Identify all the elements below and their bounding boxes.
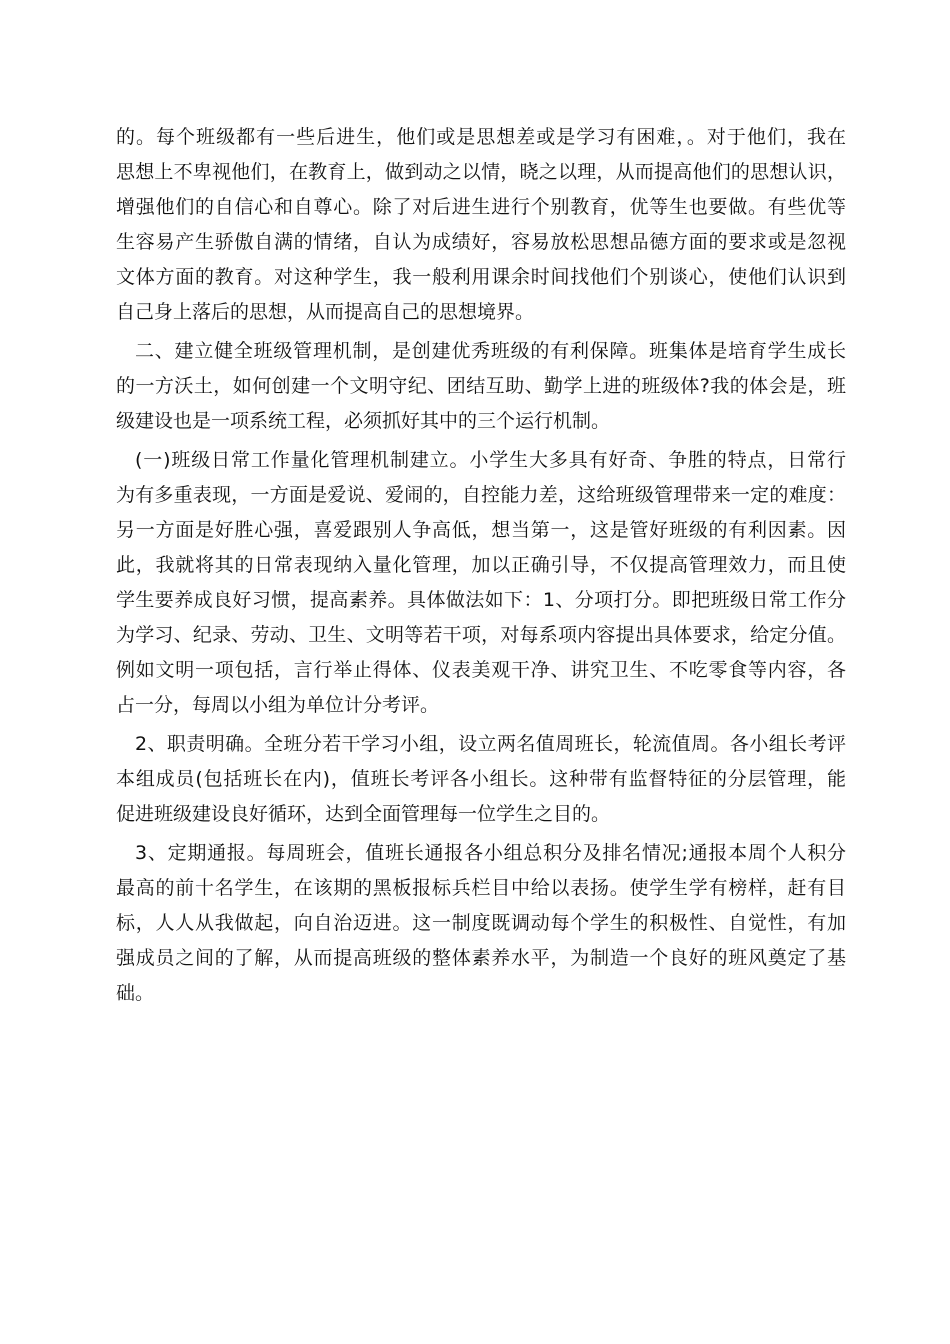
document-body (116, 120, 846, 1011)
text-line: (一)班级日常工作量化管理机制建立。小学生大多具有好奇、争胜的特点，日常行 (135, 449, 846, 471)
paragraph-4 (116, 727, 846, 832)
text-line: 级建设也是一项系统工程，必须抓好其中的三个运行机制。 (116, 410, 611, 432)
text-line: 占一分，每周以小组为单位计分考评。 (116, 694, 440, 716)
text-line: 促进班级建设良好循环，达到全面管理每一位学生之目的。 (116, 803, 611, 825)
text-line: 例如文明一项包括，言行举止得体、仪表美观干净、讲究卫生、不吃零食等内容，各 (116, 659, 846, 681)
text-line: 另一方面是好胜心强，喜爱跟别人争高低，想当第一，这是管好班级的有利因素。因 (116, 519, 846, 541)
text-line: 此，我就将其的日常表现纳入量化管理，加以正确引导，不仅提高管理效力，而且使 (116, 554, 846, 576)
text-line: 生容易产生骄傲自满的情绪，自认为成绩好，容易放松思想品德方面的要求或是忽视 (116, 231, 846, 253)
text-line: 强成员之间的了解，从而提高班级的整体素养水平，为制造一个良好的班风奠定了基 (116, 947, 846, 969)
text-line: 增强他们的自信心和自尊心。除了对后进生进行个别教育，优等生也要做。有些优等 (116, 196, 846, 218)
paragraph-5 (116, 836, 846, 1011)
text-line: 的一方沃土，如何创建一个文明守纪、团结互助、勤学上进的班级体?我的体会是，班 (116, 375, 846, 397)
text-line: 文体方面的教育。对这种学生，我一般利用课余时间找他们个别谈心，使他们认识到 (116, 266, 846, 288)
text-line: 学生要养成良好习惯，提高素养。具体做法如下：1、分项打分。即把班级日常工作分 (116, 589, 846, 611)
text-line: 的。每个班级都有一些后进生，他们或是思想差或是学习有困难，。对于他们，我在 (116, 126, 846, 148)
text-line: 为学习、纪录、劳动、卫生、文明等若干项，对每系项内容提出具体要求，给定分值。 (116, 624, 846, 646)
text-line: 2、职责明确。全班分若干学习小组，设立两名值周班长，轮流值周。各小组长考评 (135, 733, 846, 755)
text-line: 本组成员(包括班长在内)，值班长考评各小组长。这种带有监督特征的分层管理，能 (116, 768, 846, 790)
paragraph-2 (116, 334, 846, 439)
text-line: 二、建立健全班级管理机制，是创建优秀班级的有利保障。班集体是培育学生成长 (135, 340, 846, 362)
text-line: 础。 (116, 982, 155, 1004)
paragraph-1 (116, 120, 846, 330)
text-line: 思想上不卑视他们，在教育上，做到动之以情，晓之以理，从而提高他们的思想认识， (116, 161, 846, 183)
text-line: 3、定期通报。每周班会，值班长通报各小组总积分及排名情况;通报本周个人积分 (135, 842, 846, 864)
text-line: 自己身上落后的思想，从而提高自己的思想境界。 (116, 301, 535, 323)
text-line: 为有多重表现，一方面是爱说、爱闹的，自控能力差，这给班级管理带来一定的难度： (116, 484, 846, 506)
text-line: 最高的前十名学生，在该期的黑板报标兵栏目中给以表扬。使学生学有榜样，赶有目 (116, 877, 846, 899)
paragraph-3 (116, 443, 846, 723)
text-line: 标，人人从我做起，向自治迈进。这一制度既调动每个学生的积极性、自觉性，有加 (116, 912, 846, 934)
